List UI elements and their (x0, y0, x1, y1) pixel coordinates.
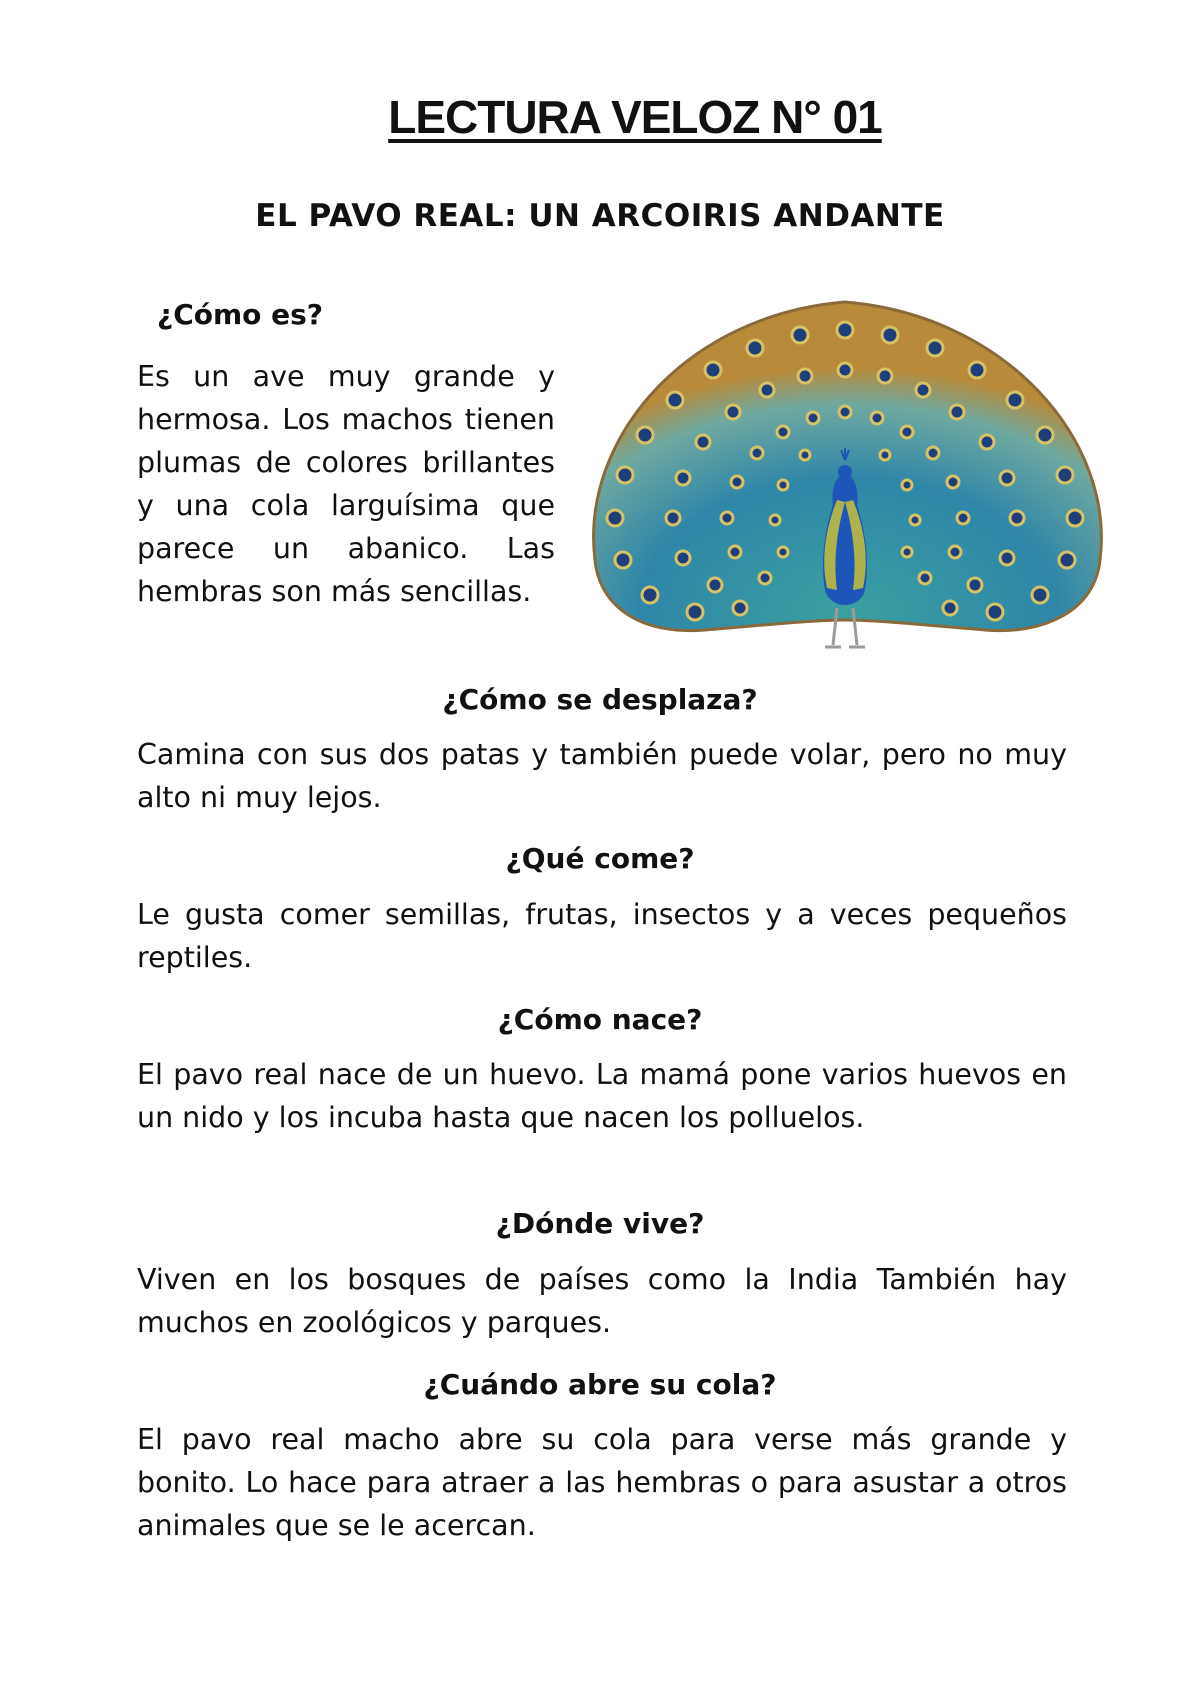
peacock-illustration (575, 290, 1125, 670)
section-text-como-nace: El pavo real nace de un huevo. La mamá pone varios huevos en un nido y los incuba hasta que nacen los polluelos. (137, 1058, 1067, 1134)
section-heading-como-se-desplaza: ¿Cómo se desplaza? (442, 683, 758, 716)
section-heading-como-nace: ¿Cómo nace? (497, 1003, 703, 1036)
section-heading-que-come: ¿Qué come? (505, 842, 695, 875)
section-text-cuando-abre-su-cola: El pavo real macho abre su cola para verse más grande y bonito. Lo hace para atraer a las hembras o para asustar a otros animales que se le acercan. (137, 1423, 1067, 1542)
page-title: LECTURA VELOZ N° 01 (388, 91, 882, 143)
section-heading-como-es: ¿Cómo es? (156, 298, 324, 331)
section-heading-donde-vive: ¿Dónde vive? (495, 1207, 705, 1240)
section-text-que-come: Le gusta comer semillas, frutas, insectos y a veces pequeños reptiles. (137, 898, 1067, 974)
section-text-como-se-desplaza: Camina con sus dos patas y también puede volar, pero no muy alto ni muy lejos. (137, 738, 1067, 814)
section-text-donde-vive: Viven en los bosques de países como la India También hay muchos en zoológicos y parques. (137, 1263, 1067, 1339)
section-heading-cuando-abre-su-cola: ¿Cuándo abre su cola? (423, 1368, 777, 1401)
page-subtitle: EL PAVO REAL: UN ARCOIRIS ANDANTE (255, 198, 945, 234)
section-text-como-es: Es un ave muy grande y hermosa. Los machos tienen plumas de colores brillantes y una cola larguísima que parece un abanico. Las hembras son más sencillas. (137, 360, 555, 608)
